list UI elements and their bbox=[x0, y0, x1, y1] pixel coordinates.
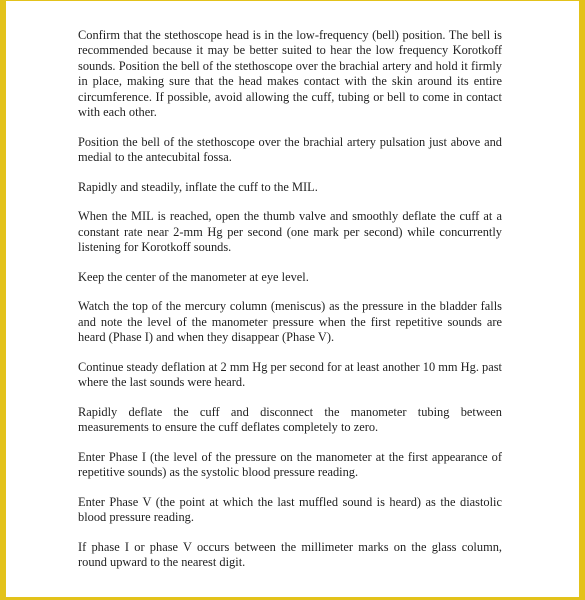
document-page bbox=[78, 28, 502, 570]
paragraph-rapid-deflate: Rapidly deflate the cuff and disconnect the manometer tubing between measurements to ensure the cuff deflates completely to zero. bbox=[78, 404, 502, 435]
paragraph-watch-mercury: Watch the top of the mercury column (meniscus) as the pressure in the bladder falls and note the level of the manometer pressure when the first repetitive sounds are heard (Phase I) and when they disappear (Phase V). bbox=[78, 299, 502, 345]
paragraph-continue-deflation: Continue steady deflation at 2 mm Hg per second for at least another 10 mm Hg. past where the last sounds were heard. bbox=[78, 359, 502, 390]
paragraph-diastolic-reading: Enter Phase V (the point at which the last muffled sound is heard) as the diastolic blood pressure reading. bbox=[78, 494, 502, 525]
paragraph-bell-position: Confirm that the stethoscope head is in the low-frequency (bell) position. The bell is recommended because it may be better suited to hear the low frequency Korotkoff sounds. Position the bell of the stethoscope over the brachial artery and hold it firmly in place, making sure that the head makes contact with the skin around its entire circumference. If possible, avoid allowing the cuff, tubing or bell to come in contact with each other. bbox=[78, 28, 502, 120]
paragraph-bell-placement: Position the bell of the stethoscope over the brachial artery pulsation just above and medial to the antecubital fossa. bbox=[78, 134, 502, 165]
paragraph-systolic-reading: Enter Phase I (the level of the pressure on the manometer at the first appearance of repetitive sounds) as the systolic blood pressure reading. bbox=[78, 449, 502, 480]
paragraph-deflate-cuff: When the MIL is reached, open the thumb valve and smoothly deflate the cuff at a constant rate near 2-mm Hg per second (one mark per second) while concurrently listening for Korotkoff sounds. bbox=[78, 209, 502, 255]
paragraph-inflate-cuff: Rapidly and steadily, inflate the cuff to the MIL. bbox=[78, 179, 318, 194]
paragraph-round-upward: If phase I or phase V occurs between the millimeter marks on the glass column, round upward to the nearest digit. bbox=[78, 539, 502, 570]
paragraph-eye-level: Keep the center of the manometer at eye level. bbox=[78, 269, 309, 284]
